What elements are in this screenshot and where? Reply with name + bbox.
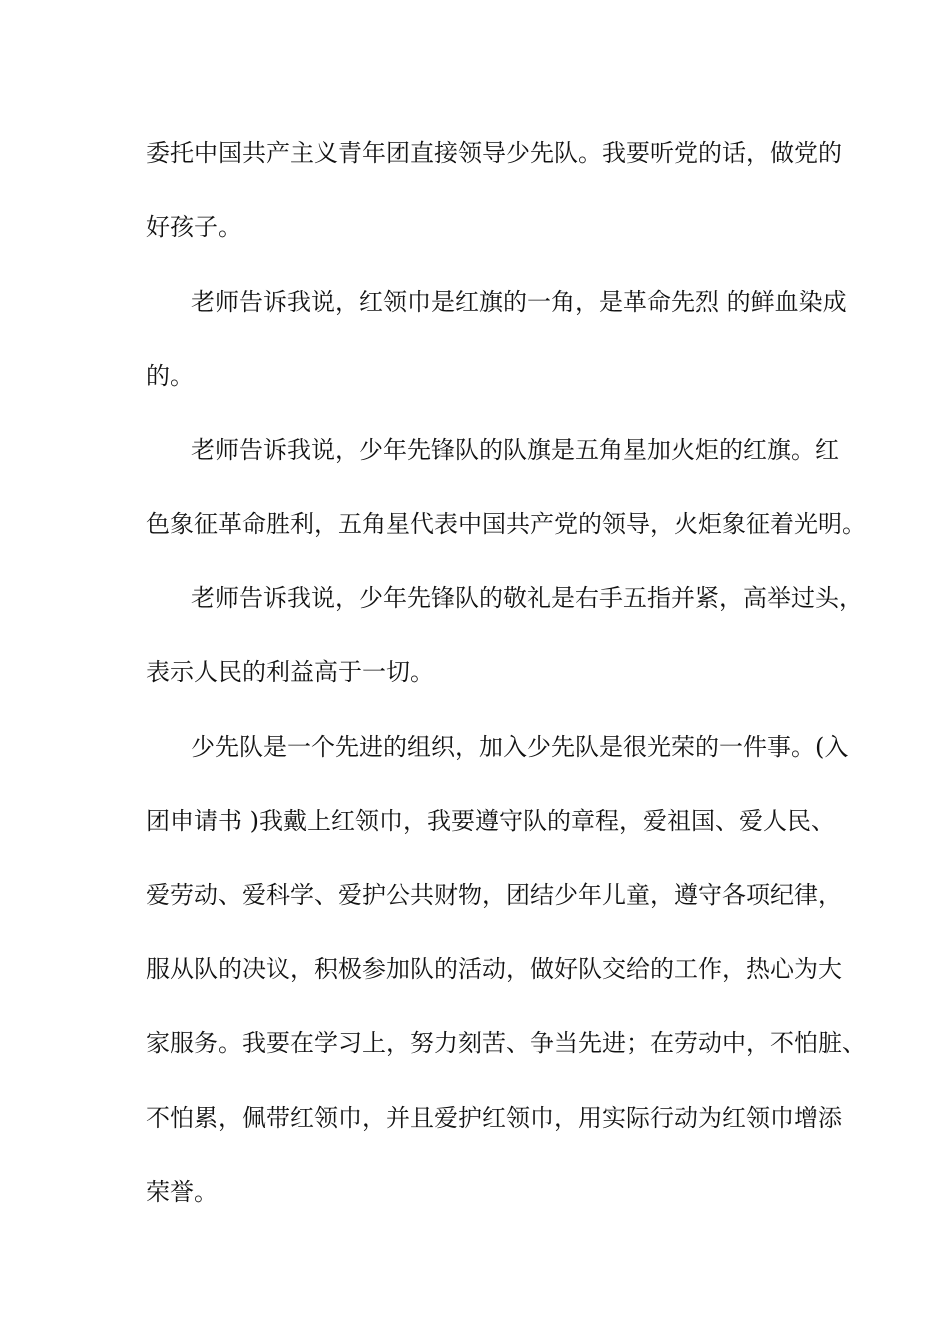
text-line: 委托中国共产主义青年团直接领导少先队。我要听党的话，做党的 xyxy=(146,139,842,167)
text-line: 爱劳动、爱科学、爱护公共财物，团结少年儿童，遵守各项纪律， xyxy=(146,881,842,909)
text-line: 荣誉。 xyxy=(146,1178,218,1206)
text-line: 表示人民的利益高于一切。 xyxy=(146,658,434,686)
paragraph-start-line: 老师告诉我说，少年先锋队的敬礼是右手五指并紧，高举过头， xyxy=(191,584,863,612)
text-line: 团申请书 )我戴上红领巾，我要遵守队的章程，爱祖国、爱人民、 xyxy=(146,807,835,835)
text-line: 服从队的决议，积极参加队的活动，做好队交给的工作，热心为大 xyxy=(146,955,842,983)
text-line: 好孩子。 xyxy=(146,213,242,241)
paragraph-start-line: 少先队是一个先进的组织，加入少先队是很光荣的一件事。(入 xyxy=(191,733,849,761)
paragraph-start-line: 老师告诉我说，少年先锋队的队旗是五角星加火炬的红旗。红 xyxy=(191,436,839,464)
text-line: 的。 xyxy=(146,362,194,390)
text-line: 色象征革命胜利，五角星代表中国共产党的领导，火炬象征着光明。 xyxy=(146,510,866,538)
text-line: 不怕累，佩带红领巾，并且爱护红领巾，用实际行动为红领巾增添 xyxy=(146,1104,842,1132)
paragraph-start-line: 老师告诉我说，红领巾是红旗的一角，是革命先烈 的鲜血染成 xyxy=(191,288,847,316)
text-line: 家服务。我要在学习上，努力刻苦、争当先进；在劳动中，不怕脏、 xyxy=(146,1029,866,1057)
